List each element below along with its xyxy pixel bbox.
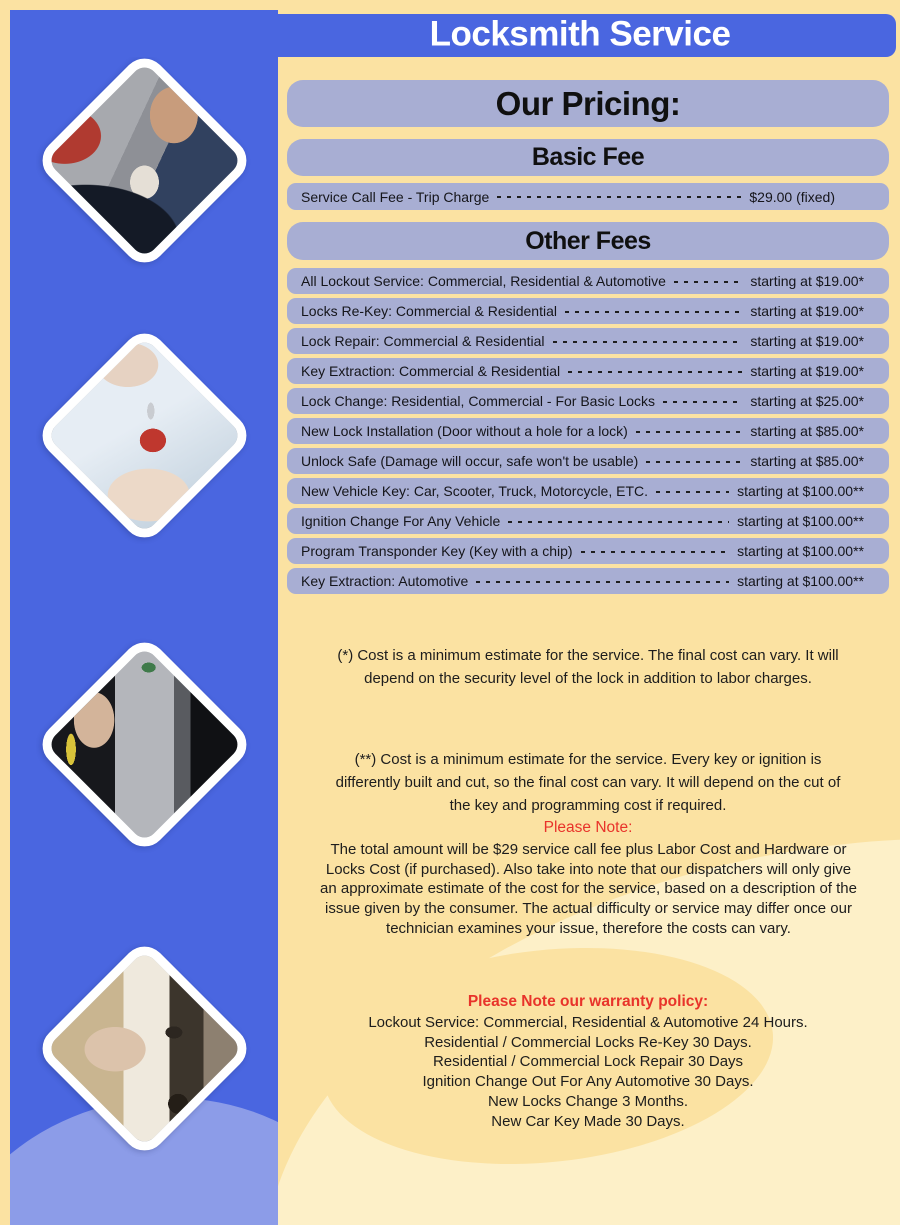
warranty-policy-item: Residential / Commercial Lock Repair 30 Days [432, 1053, 744, 1071]
warranty-policy-item: New Car Key Made 30 Days. [491, 1112, 685, 1130]
fee-label: Locks Re-Key: Commercial & Residential [301, 303, 557, 319]
fee-row [287, 478, 889, 504]
fee-row [287, 328, 889, 354]
fee-row [287, 418, 889, 444]
warranty-policy-list [287, 1013, 889, 1131]
fee-label: Unlock Safe (Damage will occur, safe won't be usable) [301, 453, 639, 469]
header-band [10, 14, 896, 57]
fee-row [287, 298, 889, 324]
basic-fee-heading-label: Basic Fee [531, 143, 645, 171]
fee-price: $29.00 (fixed) [749, 188, 835, 205]
fee-price: starting at $19.00* [750, 273, 864, 289]
fee-price: starting at $100.00** [737, 573, 864, 589]
other-fees-heading-label: Other Fees [525, 226, 651, 255]
fee-price: starting at $19.00* [750, 333, 864, 349]
fee-label: Lock Repair: Commercial & Residential [301, 333, 545, 349]
fee-price: starting at $19.00* [750, 363, 864, 379]
basic-fee-row [287, 183, 889, 210]
fee-row [287, 268, 889, 294]
warranty-policy-item: New Locks Change 3 Months. [487, 1092, 689, 1110]
dash-leader [663, 401, 742, 403]
fee-price: starting at $100.00** [737, 543, 864, 559]
fee-label: Key Extraction: Automotive [301, 573, 469, 589]
fee-row [287, 388, 889, 414]
warranty-policy-title: Please Note our warranty policy: [467, 993, 709, 1010]
warranty-policy-item: Residential / Commercial Locks Re-Key 30 Days. [424, 1033, 752, 1051]
basic-fee-heading [287, 139, 889, 176]
dash-leader [497, 196, 741, 198]
other-fees-heading [287, 222, 889, 260]
fee-label: All Lockout Service: Commercial, Residential & Automotive [301, 273, 666, 289]
dash-leader [568, 371, 742, 373]
fee-label: Lock Change: Residential, Commercial - For Basic Locks [301, 393, 656, 409]
other-fees-list [287, 268, 889, 594]
dash-leader [508, 521, 729, 523]
fee-price: starting at $19.00* [750, 303, 864, 319]
pricing-section-title [287, 80, 889, 127]
please-note-body: The total amount will be $29 service call fee plus Labor Cost and Hardware or Locks Cost (if purchased). Also take into note that our dispatchers will only give an approximate estimate of the cost for the service, based on a description of the issue given by the consumer. The actual difficulty or service may differ once our technician examines your issue, therefore the costs can vary. [320, 841, 857, 937]
dash-leader [636, 431, 743, 433]
fee-label: Program Transponder Key (Key with a chip) [301, 543, 573, 559]
fee-label: New Lock Installation (Door without a hole for a lock) [301, 423, 628, 439]
fee-row [287, 568, 889, 594]
warranty-policy-item: Lockout Service: Commercial, Residential & Automotive 24 Hours. [368, 1014, 808, 1031]
fee-row [287, 508, 889, 534]
page-title: Locksmith Service [429, 13, 731, 53]
dash-leader [476, 581, 729, 583]
fee-row [287, 538, 889, 564]
fee-label: Key Extraction: Commercial & Residential [301, 363, 561, 379]
fee-price: starting at $85.00* [750, 453, 864, 469]
fee-row [287, 448, 889, 474]
dash-leader [656, 491, 729, 493]
fee-label: New Vehicle Key: Car, Scooter, Truck, Motorcycle, ETC. [301, 483, 649, 499]
footnote-double-asterisk: (**) Cost is a minimum estimate for the service. Every key or ignition is differently built and cut, so the final cost can vary. It will depend on the cut of the key and programming cost if required. [335, 751, 841, 814]
fee-label: Ignition Change For Any Vehicle [301, 513, 501, 529]
dash-leader [581, 551, 730, 553]
warranty-policy-item: Ignition Change Out For Any Automotive 30 Days. [422, 1073, 754, 1091]
please-note-title: Please Note: [543, 819, 633, 836]
fee-price: starting at $100.00** [737, 483, 864, 499]
fee-row [287, 358, 889, 384]
fee-price: starting at $85.00* [750, 423, 864, 439]
pricing-section-title-label: Our Pricing: [495, 84, 681, 122]
dash-leader [646, 461, 742, 463]
fee-price: starting at $25.00* [750, 393, 864, 409]
dash-leader [565, 311, 742, 313]
fee-label: Service Call Fee - Trip Charge [301, 188, 490, 205]
dash-leader [553, 341, 743, 343]
fee-price: starting at $100.00** [737, 513, 864, 529]
footnote-single-asterisk: (*) Cost is a minimum estimate for the service. The final cost can vary. It will depend on the security level of the lock in addition to labor charges. [337, 647, 839, 687]
dash-leader [674, 281, 742, 283]
